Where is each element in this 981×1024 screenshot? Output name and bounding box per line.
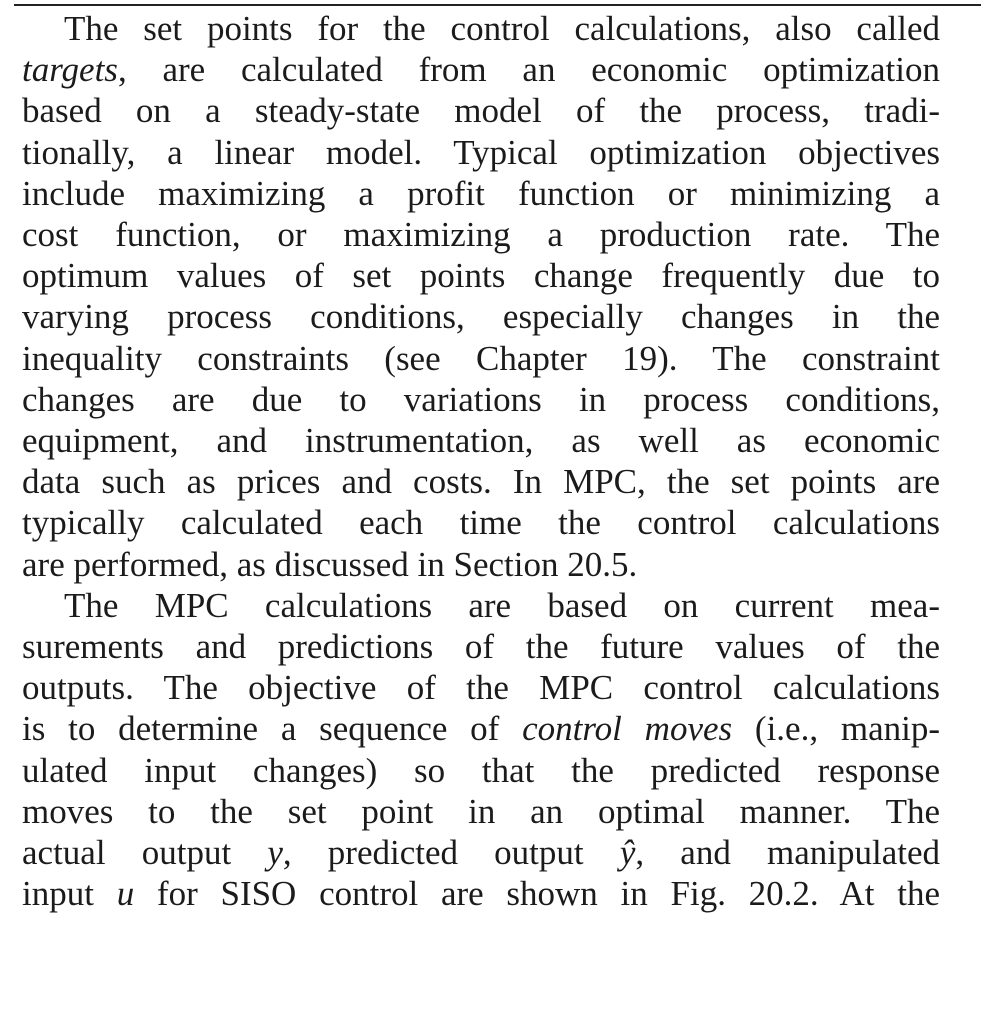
text-line xyxy=(22,791,940,832)
text-line xyxy=(22,296,940,337)
top-rule xyxy=(14,4,981,6)
text-line xyxy=(22,8,940,49)
text-run: outputs. The objective of the MPC control calculations xyxy=(22,668,940,708)
text-line xyxy=(22,502,940,543)
text-line xyxy=(22,461,940,502)
text-run: data such as prices and costs. In MPC, the set points are xyxy=(22,462,940,502)
paragraph xyxy=(22,8,940,585)
text-run: are performed, as discussed in Section 20.5. xyxy=(22,544,638,584)
text-line xyxy=(22,255,940,296)
italic-term: y xyxy=(267,833,283,873)
text-run: cost function, or maximizing a production rate. The xyxy=(22,215,940,255)
text-run: optimum values of set points change frequently due to xyxy=(22,256,940,296)
text-line xyxy=(22,667,940,708)
text-line xyxy=(22,873,940,914)
text-run: tionally, a linear model. Typical optimization objectives xyxy=(22,132,940,172)
text-run: varying process conditions, especially changes in the xyxy=(22,297,940,337)
text-line xyxy=(22,708,940,749)
text-run: inequality constraints (see Chapter 19). The constraint xyxy=(22,338,940,378)
text-run: The set points for the control calculations, also called xyxy=(64,9,940,48)
text-line xyxy=(22,338,940,379)
text-line xyxy=(22,49,940,90)
text-run: ulated input changes) so that the predicted response xyxy=(22,750,940,790)
text-run: The MPC calculations are based on current mea- xyxy=(64,585,940,625)
text-line xyxy=(22,379,940,420)
italic-term: u xyxy=(116,874,135,914)
text-run: (i.e., manip- xyxy=(732,709,940,749)
paragraph xyxy=(22,585,940,915)
italic-term: control moves xyxy=(522,709,733,749)
body-text xyxy=(22,8,940,914)
text-line xyxy=(22,420,940,461)
text-line xyxy=(22,585,940,626)
italic-term: targets xyxy=(22,50,118,90)
text-line xyxy=(22,832,940,873)
text-run: for SISO control are shown in Fig. 20.2. At the xyxy=(134,874,940,914)
text-run: surements and predictions of the future values of the xyxy=(22,627,940,667)
text-line xyxy=(22,90,940,131)
text-line xyxy=(22,132,940,173)
text-line xyxy=(22,544,940,585)
text-line xyxy=(22,214,940,255)
text-line xyxy=(22,173,940,214)
text-line xyxy=(22,750,940,791)
text-run: is to determine a sequence of xyxy=(22,709,523,749)
text-run: , are calculated from an economic optimization xyxy=(117,50,940,90)
text-line xyxy=(22,626,940,667)
italic-term: ŷ xyxy=(619,833,636,873)
text-run: , and manipulated xyxy=(635,833,940,873)
text-run: , predicted output xyxy=(282,833,620,873)
text-run: typically calculated each time the control calculations xyxy=(22,503,940,543)
text-run: include maximizing a profit function or minimizing a xyxy=(22,173,940,213)
text-run: input xyxy=(22,874,117,914)
text-run: based on a steady-state model of the process, tradi- xyxy=(22,91,940,131)
text-run: actual output xyxy=(22,833,268,873)
text-run: moves to the set point in an optimal manner. The xyxy=(22,791,940,831)
text-run: changes are due to variations in process conditions, xyxy=(22,379,940,419)
text-run: equipment, and instrumentation, as well as economic xyxy=(22,421,940,461)
